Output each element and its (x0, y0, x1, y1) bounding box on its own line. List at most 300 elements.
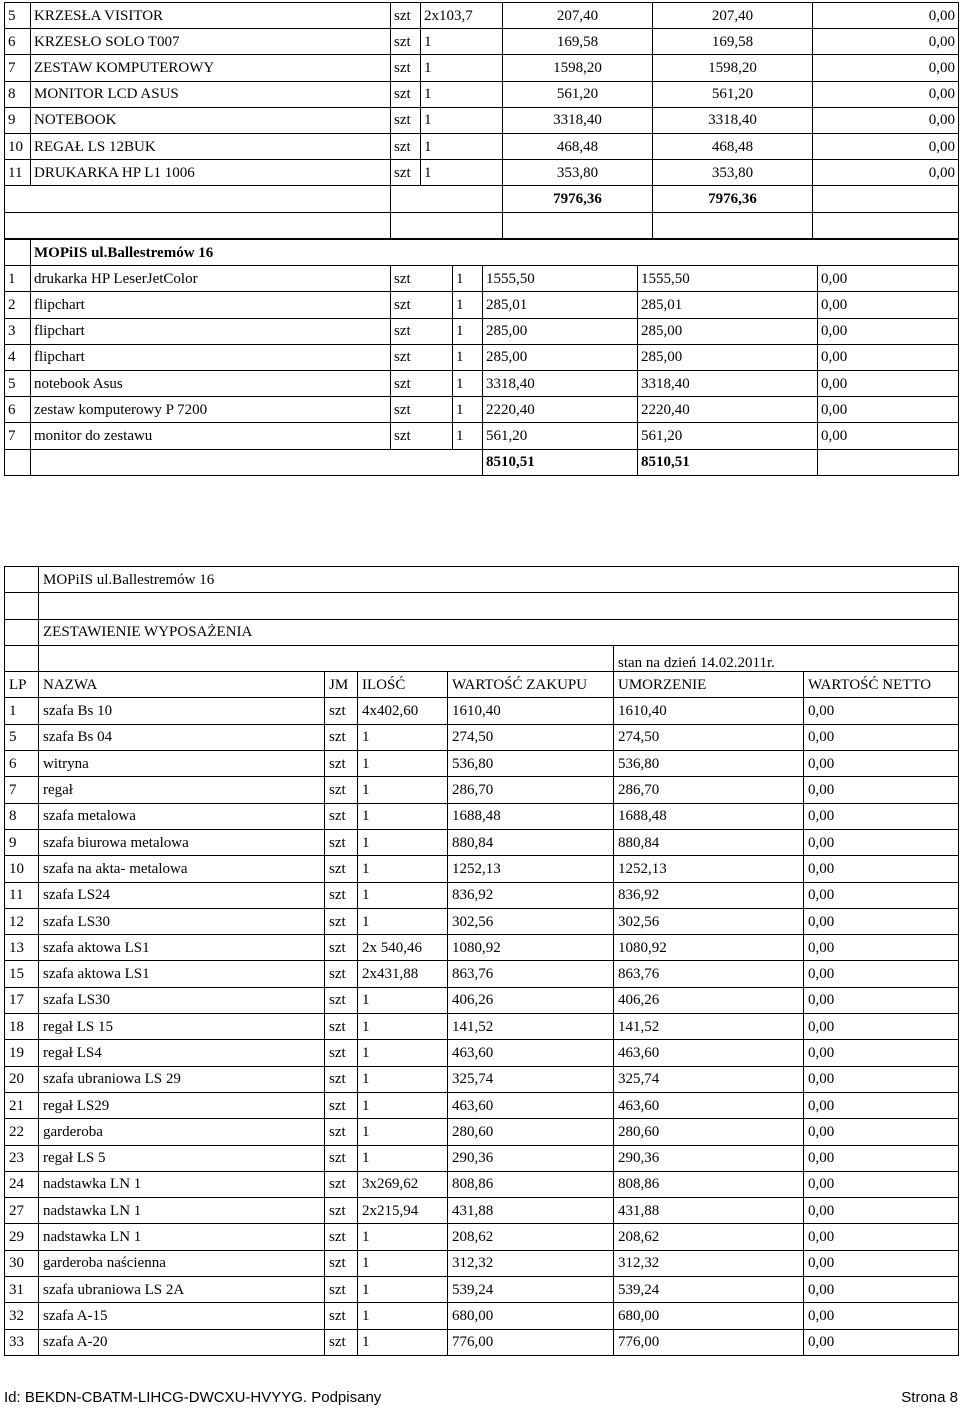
cell-depreciation: 302,56 (614, 908, 804, 934)
table-row (5, 882, 959, 908)
cell-name: ZESTAW KOMPUTEROWY (31, 55, 391, 81)
cell-purchase: 1555,50 (483, 266, 638, 292)
cell-jm: szt (325, 777, 358, 803)
cell-jm: szt (325, 856, 358, 882)
table-row (5, 397, 959, 423)
cell-net: 0,00 (813, 81, 959, 107)
cell-jm: szt (325, 1250, 358, 1276)
cell-net: 0,00 (804, 882, 959, 908)
cell-lp: 10 (5, 133, 31, 159)
cell-depreciation: 285,00 (638, 344, 818, 370)
cell-net: 0,00 (804, 1066, 959, 1092)
cell-purchase: 274,50 (448, 724, 614, 750)
cell-name: nadstawka LN 1 (39, 1171, 325, 1197)
total-purchase: 8510,51 (483, 449, 638, 475)
cell-purchase: 3318,40 (483, 370, 638, 396)
cell-purchase: 1610,40 (448, 698, 614, 724)
cell-jm: szt (391, 29, 421, 55)
cell-jm: szt (325, 908, 358, 934)
cell-jm: szt (325, 1040, 358, 1066)
cell-name: szafa A-15 (39, 1303, 325, 1329)
cell-purchase: 561,20 (503, 81, 653, 107)
cell-net: 0,00 (818, 397, 959, 423)
cell-net: 0,00 (804, 1145, 959, 1171)
totals-row (5, 186, 959, 212)
cell-net: 0,00 (804, 1040, 959, 1066)
cell-net: 0,00 (804, 1277, 959, 1303)
cell-lp: 5 (5, 724, 39, 750)
cell-jm: szt (325, 829, 358, 855)
cell-net: 0,00 (813, 160, 959, 186)
cell-depreciation: 208,62 (614, 1224, 804, 1250)
cell-name: szafa LS24 (39, 882, 325, 908)
cell-purchase: 776,00 (448, 1329, 614, 1355)
cell-jm: szt (391, 81, 421, 107)
cell-qty: 1 (358, 829, 448, 855)
cell-lp: 9 (5, 107, 31, 133)
cell-name: szafa ubraniowa LS 2A (39, 1277, 325, 1303)
cell-qty: 1 (358, 1040, 448, 1066)
cell-purchase: 680,00 (448, 1303, 614, 1329)
cell-qty: 1 (421, 29, 503, 55)
cell-depreciation: 280,60 (614, 1119, 804, 1145)
section-header: MOPiIS ul.Ballestremów 16 (31, 240, 959, 266)
cell-jm: szt (391, 344, 453, 370)
total-depreciation: 7976,36 (653, 186, 813, 212)
cell-lp: 2 (5, 292, 31, 318)
cell-depreciation: 680,00 (614, 1303, 804, 1329)
cell-depreciation: 776,00 (614, 1329, 804, 1355)
table-row (5, 698, 959, 724)
table-row (5, 344, 959, 370)
table-row (5, 3, 959, 29)
cell-purchase: 285,01 (483, 292, 638, 318)
inventory-table-2 (4, 239, 959, 476)
cell-qty: 1 (358, 1014, 448, 1040)
cell-jm: szt (391, 107, 421, 133)
cell-jm: szt (325, 803, 358, 829)
table-row (5, 803, 959, 829)
cell-name: szafa na akta- metalowa (39, 856, 325, 882)
cell-purchase: 280,60 (448, 1119, 614, 1145)
cell-net: 0,00 (804, 1092, 959, 1118)
cell-net: 0,00 (804, 777, 959, 803)
table-row (5, 160, 959, 186)
cell-purchase: 325,74 (448, 1066, 614, 1092)
column-header-row (5, 672, 959, 698)
cell-name: witryna (39, 751, 325, 777)
cell-lp: 7 (5, 423, 31, 449)
spacer-row (5, 593, 959, 619)
cell-purchase: 406,26 (448, 987, 614, 1013)
cell-jm: szt (325, 751, 358, 777)
cell-net: 0,00 (818, 318, 959, 344)
cell-qty: 1 (358, 1329, 448, 1355)
cell-qty: 1 (453, 318, 483, 344)
table-row (5, 1092, 959, 1118)
cell-name: garderoba (39, 1119, 325, 1145)
cell-depreciation: 325,74 (614, 1066, 804, 1092)
cell-lp: 3 (5, 318, 31, 344)
cell-net: 0,00 (804, 1250, 959, 1276)
cell-purchase: 353,80 (503, 160, 653, 186)
cell-name: szafa aktowa LS1 (39, 961, 325, 987)
cell-purchase: 2220,40 (483, 397, 638, 423)
column-header-depreciation: UMORZENIE (614, 672, 804, 698)
cell-purchase: 169,58 (503, 29, 653, 55)
cell-net: 0,00 (804, 1171, 959, 1197)
cell-name: flipchart (31, 344, 391, 370)
table-row (5, 777, 959, 803)
table-row (5, 961, 959, 987)
cell-jm: szt (391, 160, 421, 186)
cell-depreciation: 539,24 (614, 1277, 804, 1303)
cell-name: szafa ubraniowa LS 29 (39, 1066, 325, 1092)
cell-lp: 13 (5, 935, 39, 961)
cell-depreciation: 3318,40 (653, 107, 813, 133)
cell-name: szafa Bs 04 (39, 724, 325, 750)
cell-depreciation: 290,36 (614, 1145, 804, 1171)
table-row (5, 1250, 959, 1276)
cell-net: 0,00 (818, 344, 959, 370)
table-row (5, 856, 959, 882)
table-row (5, 1014, 959, 1040)
cell-lp: 10 (5, 856, 39, 882)
cell-purchase: 1688,48 (448, 803, 614, 829)
empty-row (5, 212, 959, 238)
table-row (5, 292, 959, 318)
cell-purchase: 286,70 (448, 777, 614, 803)
cell-depreciation: 207,40 (653, 3, 813, 29)
cell-jm: szt (391, 292, 453, 318)
cell-name: DRUKARKA HP L1 1006 (31, 160, 391, 186)
date-row (5, 645, 959, 671)
cell-qty: 1 (421, 55, 503, 81)
cell-lp: 20 (5, 1066, 39, 1092)
column-header-net: WARTOŚĆ NETTO (804, 672, 959, 698)
cell-jm: szt (325, 1119, 358, 1145)
cell-qty: 1 (358, 987, 448, 1013)
cell-depreciation: 808,86 (614, 1171, 804, 1197)
table-row (5, 266, 959, 292)
cell-qty: 4x402,60 (358, 698, 448, 724)
cell-name: flipchart (31, 292, 391, 318)
cell-lp: 6 (5, 29, 31, 55)
cell-jm: szt (325, 698, 358, 724)
cell-depreciation: 561,20 (653, 81, 813, 107)
cell-lp: 8 (5, 803, 39, 829)
cell-lp: 21 (5, 1092, 39, 1118)
cell-qty: 1 (358, 777, 448, 803)
table-row (5, 724, 959, 750)
cell-purchase: 285,00 (483, 344, 638, 370)
cell-lp: 7 (5, 55, 31, 81)
total-purchase: 7976,36 (503, 186, 653, 212)
title-row (5, 619, 959, 645)
cell-depreciation: 3318,40 (638, 370, 818, 396)
cell-lp: 4 (5, 344, 31, 370)
table-row (5, 829, 959, 855)
cell-depreciation: 561,20 (638, 423, 818, 449)
cell-jm: szt (391, 133, 421, 159)
cell-net: 0,00 (804, 935, 959, 961)
cell-lp: 17 (5, 987, 39, 1013)
cell-jm: szt (325, 1198, 358, 1224)
cell-net: 0,00 (818, 423, 959, 449)
cell-qty: 1 (358, 1250, 448, 1276)
cell-lp: 11 (5, 882, 39, 908)
table-row (5, 908, 959, 934)
cell-net: 0,00 (813, 133, 959, 159)
cell-jm: szt (325, 935, 358, 961)
cell-purchase: 3318,40 (503, 107, 653, 133)
cell-name: drukarka HP LeserJetColor (31, 266, 391, 292)
cell-lp: 7 (5, 777, 39, 803)
cell-net: 0,00 (813, 3, 959, 29)
section-header-row (5, 240, 959, 266)
cell-depreciation: 431,88 (614, 1198, 804, 1224)
cell-purchase: 863,76 (448, 961, 614, 987)
cell-name: szafa Bs 10 (39, 698, 325, 724)
cell-net: 0,00 (804, 1119, 959, 1145)
cell-depreciation: 285,00 (638, 318, 818, 344)
cell-depreciation: 169,58 (653, 29, 813, 55)
cell-name: szafa A-20 (39, 1329, 325, 1355)
total-depreciation: 8510,51 (638, 449, 818, 475)
document-id: Id: BEKDN-CBATM-LIHCG-DWCXU-HVYYG. Podpisany (4, 1389, 382, 1406)
cell-qty: 2x 540,46 (358, 935, 448, 961)
cell-purchase: 207,40 (503, 3, 653, 29)
cell-name: zestaw komputerowy P 7200 (31, 397, 391, 423)
cell-qty: 1 (358, 724, 448, 750)
cell-qty: 1 (358, 751, 448, 777)
location-label: MOPiIS ul.Ballestremów 16 (39, 567, 959, 593)
cell-net: 0,00 (804, 908, 959, 934)
table-row (5, 1303, 959, 1329)
cell-net: 0,00 (818, 292, 959, 318)
cell-name: szafa aktowa LS1 (39, 935, 325, 961)
cell-depreciation: 463,60 (614, 1092, 804, 1118)
cell-depreciation: 468,48 (653, 133, 813, 159)
cell-name: MONITOR LCD ASUS (31, 81, 391, 107)
cell-purchase: 539,24 (448, 1277, 614, 1303)
cell-net: 0,00 (804, 724, 959, 750)
cell-qty: 1 (421, 160, 503, 186)
table-row (5, 423, 959, 449)
cell-depreciation: 863,76 (614, 961, 804, 987)
cell-name: nadstawka LN 1 (39, 1224, 325, 1250)
cell-net: 0,00 (804, 987, 959, 1013)
cell-name: regał (39, 777, 325, 803)
table-row (5, 1119, 959, 1145)
cell-name: flipchart (31, 318, 391, 344)
cell-net: 0,00 (818, 370, 959, 396)
column-header-lp: LP (5, 672, 39, 698)
cell-net: 0,00 (804, 856, 959, 882)
cell-lp: 32 (5, 1303, 39, 1329)
cell-lp: 18 (5, 1014, 39, 1040)
cell-name: szafa LS30 (39, 908, 325, 934)
cell-depreciation: 463,60 (614, 1040, 804, 1066)
cell-purchase: 431,88 (448, 1198, 614, 1224)
column-header-purchase: WARTOŚĆ ZAKUPU (448, 672, 614, 698)
cell-jm: szt (325, 987, 358, 1013)
cell-lp: 33 (5, 1329, 39, 1355)
cell-depreciation: 353,80 (653, 160, 813, 186)
cell-depreciation: 536,80 (614, 751, 804, 777)
cell-jm: szt (325, 1277, 358, 1303)
table-row (5, 1277, 959, 1303)
cell-qty: 1 (453, 266, 483, 292)
cell-depreciation: 286,70 (614, 777, 804, 803)
cell-qty: 1 (453, 344, 483, 370)
cell-purchase: 561,20 (483, 423, 638, 449)
cell-depreciation: 1688,48 (614, 803, 804, 829)
cell-qty: 1 (358, 908, 448, 934)
cell-depreciation: 141,52 (614, 1014, 804, 1040)
cell-lp: 5 (5, 370, 31, 396)
cell-net: 0,00 (804, 751, 959, 777)
table-row (5, 935, 959, 961)
table-row (5, 1171, 959, 1197)
table-row (5, 318, 959, 344)
cell-name: garderoba naścienna (39, 1250, 325, 1276)
column-header-qty: ILOŚĆ (358, 672, 448, 698)
cell-lp: 23 (5, 1145, 39, 1171)
cell-depreciation: 2220,40 (638, 397, 818, 423)
cell-purchase: 536,80 (448, 751, 614, 777)
cell-jm: szt (325, 1145, 358, 1171)
cell-lp: 1 (5, 698, 39, 724)
cell-depreciation: 285,01 (638, 292, 818, 318)
cell-depreciation: 880,84 (614, 829, 804, 855)
cell-name: regał LS29 (39, 1092, 325, 1118)
table-row (5, 987, 959, 1013)
cell-qty: 2x103,7 (421, 3, 503, 29)
location-row (5, 567, 959, 593)
cell-jm: szt (391, 370, 453, 396)
document-title: ZESTAWIENIE WYPOSAŻENIA (39, 619, 959, 645)
cell-purchase: 468,48 (503, 133, 653, 159)
cell-lp: 6 (5, 751, 39, 777)
cell-purchase: 836,92 (448, 882, 614, 908)
cell-lp: 11 (5, 160, 31, 186)
cell-jm: szt (325, 1329, 358, 1355)
table-row (5, 1329, 959, 1355)
cell-depreciation: 1555,50 (638, 266, 818, 292)
cell-depreciation: 1080,92 (614, 935, 804, 961)
cell-name: szafa LS30 (39, 987, 325, 1013)
cell-depreciation: 274,50 (614, 724, 804, 750)
cell-qty: 1 (358, 1145, 448, 1171)
cell-jm: szt (325, 1014, 358, 1040)
cell-jm: szt (325, 1066, 358, 1092)
cell-depreciation: 836,92 (614, 882, 804, 908)
cell-qty: 1 (358, 1119, 448, 1145)
cell-depreciation: 1610,40 (614, 698, 804, 724)
cell-name: regał LS4 (39, 1040, 325, 1066)
cell-jm: szt (325, 1224, 358, 1250)
cell-name: NOTEBOOK (31, 107, 391, 133)
cell-name: KRZESŁO SOLO T007 (31, 29, 391, 55)
cell-purchase: 808,86 (448, 1171, 614, 1197)
equipment-summary-table (4, 566, 959, 1356)
cell-net: 0,00 (813, 29, 959, 55)
cell-lp: 27 (5, 1198, 39, 1224)
cell-purchase: 285,00 (483, 318, 638, 344)
cell-net: 0,00 (804, 698, 959, 724)
cell-purchase: 1252,13 (448, 856, 614, 882)
cell-lp: 22 (5, 1119, 39, 1145)
table-row (5, 55, 959, 81)
cell-lp: 9 (5, 829, 39, 855)
cell-net: 0,00 (804, 1224, 959, 1250)
cell-jm: szt (391, 423, 453, 449)
cell-purchase: 290,36 (448, 1145, 614, 1171)
cell-lp: 1 (5, 266, 31, 292)
table-row (5, 133, 959, 159)
cell-net: 0,00 (804, 1329, 959, 1355)
cell-qty: 1 (358, 1224, 448, 1250)
table-row (5, 29, 959, 55)
cell-jm: szt (391, 397, 453, 423)
table-row (5, 1198, 959, 1224)
cell-jm: szt (325, 1303, 358, 1329)
cell-purchase: 463,60 (448, 1040, 614, 1066)
cell-name: nadstawka LN 1 (39, 1198, 325, 1224)
cell-qty: 1 (453, 423, 483, 449)
cell-qty: 2x431,88 (358, 961, 448, 987)
cell-qty: 1 (358, 1303, 448, 1329)
cell-depreciation: 312,32 (614, 1250, 804, 1276)
cell-purchase: 880,84 (448, 829, 614, 855)
cell-purchase: 302,56 (448, 908, 614, 934)
cell-qty: 1 (358, 1066, 448, 1092)
table-row (5, 1224, 959, 1250)
cell-qty: 1 (421, 133, 503, 159)
cell-lp: 30 (5, 1250, 39, 1276)
cell-purchase: 141,52 (448, 1014, 614, 1040)
cell-purchase: 208,62 (448, 1224, 614, 1250)
cell-qty: 1 (358, 1092, 448, 1118)
cell-name: KRZESŁA VISITOR (31, 3, 391, 29)
cell-qty: 1 (453, 292, 483, 318)
cell-depreciation: 406,26 (614, 987, 804, 1013)
cell-name: regał LS 5 (39, 1145, 325, 1171)
cell-name: szafa biurowa metalowa (39, 829, 325, 855)
cell-qty: 1 (358, 856, 448, 882)
cell-name: REGAŁ LS 12BUK (31, 133, 391, 159)
cell-net: 0,00 (804, 1198, 959, 1224)
table-row (5, 751, 959, 777)
cell-lp: 8 (5, 81, 31, 107)
cell-depreciation: 1252,13 (614, 856, 804, 882)
cell-lp: 31 (5, 1277, 39, 1303)
cell-purchase: 312,32 (448, 1250, 614, 1276)
cell-net: 0,00 (804, 829, 959, 855)
cell-jm: szt (325, 724, 358, 750)
cell-net: 0,00 (818, 266, 959, 292)
cell-net: 0,00 (804, 1014, 959, 1040)
column-header-name: NAZWA (39, 672, 325, 698)
cell-jm: szt (325, 961, 358, 987)
cell-lp: 29 (5, 1224, 39, 1250)
inventory-table-1 (4, 2, 959, 239)
table-row (5, 1066, 959, 1092)
cell-lp: 24 (5, 1171, 39, 1197)
cell-net: 0,00 (804, 803, 959, 829)
table-row (5, 107, 959, 133)
